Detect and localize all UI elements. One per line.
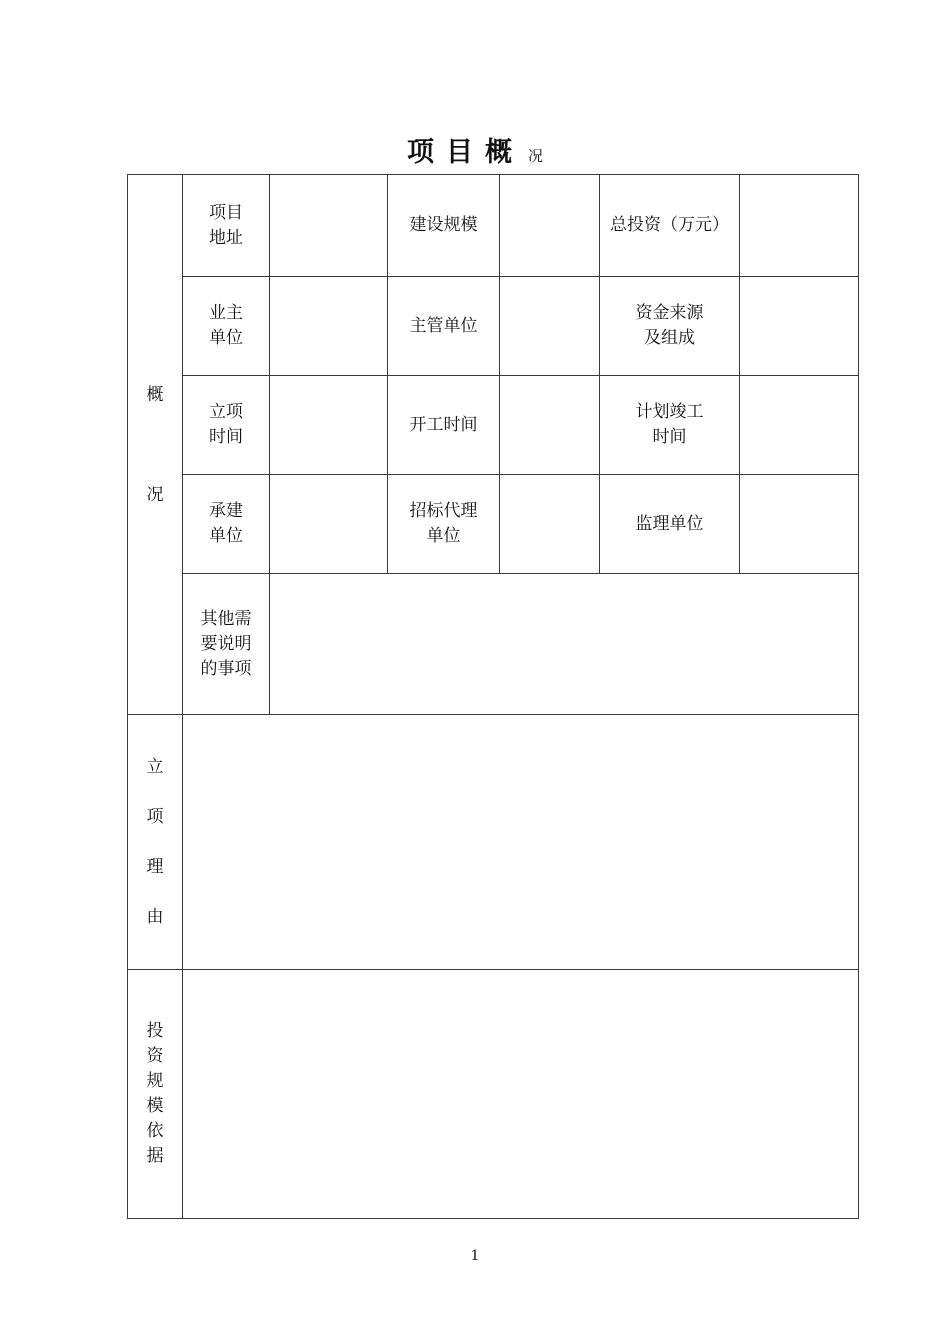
field-investment-basis[interactable] (183, 970, 859, 1219)
overview-section-label: 概 况 (128, 175, 183, 715)
reason-section-label: 立 项 理 由 (128, 715, 183, 970)
field-owner-unit[interactable] (270, 277, 388, 376)
form-row-owner (128, 277, 859, 376)
page-number: 1 (470, 1248, 480, 1264)
label-total-investment: 总投资（万元） (600, 175, 740, 277)
basis-section-label: 投 资 规 模 依 据 (128, 970, 183, 1219)
field-project-reason[interactable] (183, 715, 859, 970)
label-planned-completion: 计划竣工 时间 (600, 376, 740, 475)
label-funding-source: 资金来源 及组成 (600, 277, 740, 376)
project-overview-form (127, 174, 859, 1219)
label-other-matters: 其他需 要说明 的事项 (183, 574, 270, 715)
field-funding-source[interactable] (740, 277, 859, 376)
label-approval-time: 立项 时间 (183, 376, 270, 475)
form-row-address (128, 175, 859, 277)
form-row-contractor (128, 475, 859, 574)
field-start-time[interactable] (500, 376, 600, 475)
label-supervising-unit: 主管单位 (388, 277, 500, 376)
label-start-time: 开工时间 (388, 376, 500, 475)
field-planned-completion[interactable] (740, 376, 859, 475)
label-tender-agent: 招标代理 单位 (388, 475, 500, 574)
form-row-reason (128, 715, 859, 970)
title-main: 项目概 (406, 137, 524, 168)
field-supervising-unit[interactable] (500, 277, 600, 376)
field-construction-scale[interactable] (500, 175, 600, 277)
label-construction-scale: 建设规模 (388, 175, 500, 277)
form-row-dates (128, 376, 859, 475)
page-title (0, 130, 950, 169)
field-supervision-unit[interactable] (740, 475, 859, 574)
label-owner-unit: 业主 单位 (183, 277, 270, 376)
field-project-address[interactable] (270, 175, 388, 277)
field-other-matters[interactable] (270, 574, 859, 715)
form-row-other (128, 574, 859, 715)
field-tender-agent[interactable] (500, 475, 600, 574)
field-approval-time[interactable] (270, 376, 388, 475)
form-row-basis (128, 970, 859, 1219)
label-project-address: 项目 地址 (183, 175, 270, 277)
field-contractor[interactable] (270, 475, 388, 574)
field-total-investment[interactable] (740, 175, 859, 277)
label-supervision-unit: 监理单位 (600, 475, 740, 574)
title-suffix: 况 (527, 147, 543, 165)
label-contractor: 承建 单位 (183, 475, 270, 574)
